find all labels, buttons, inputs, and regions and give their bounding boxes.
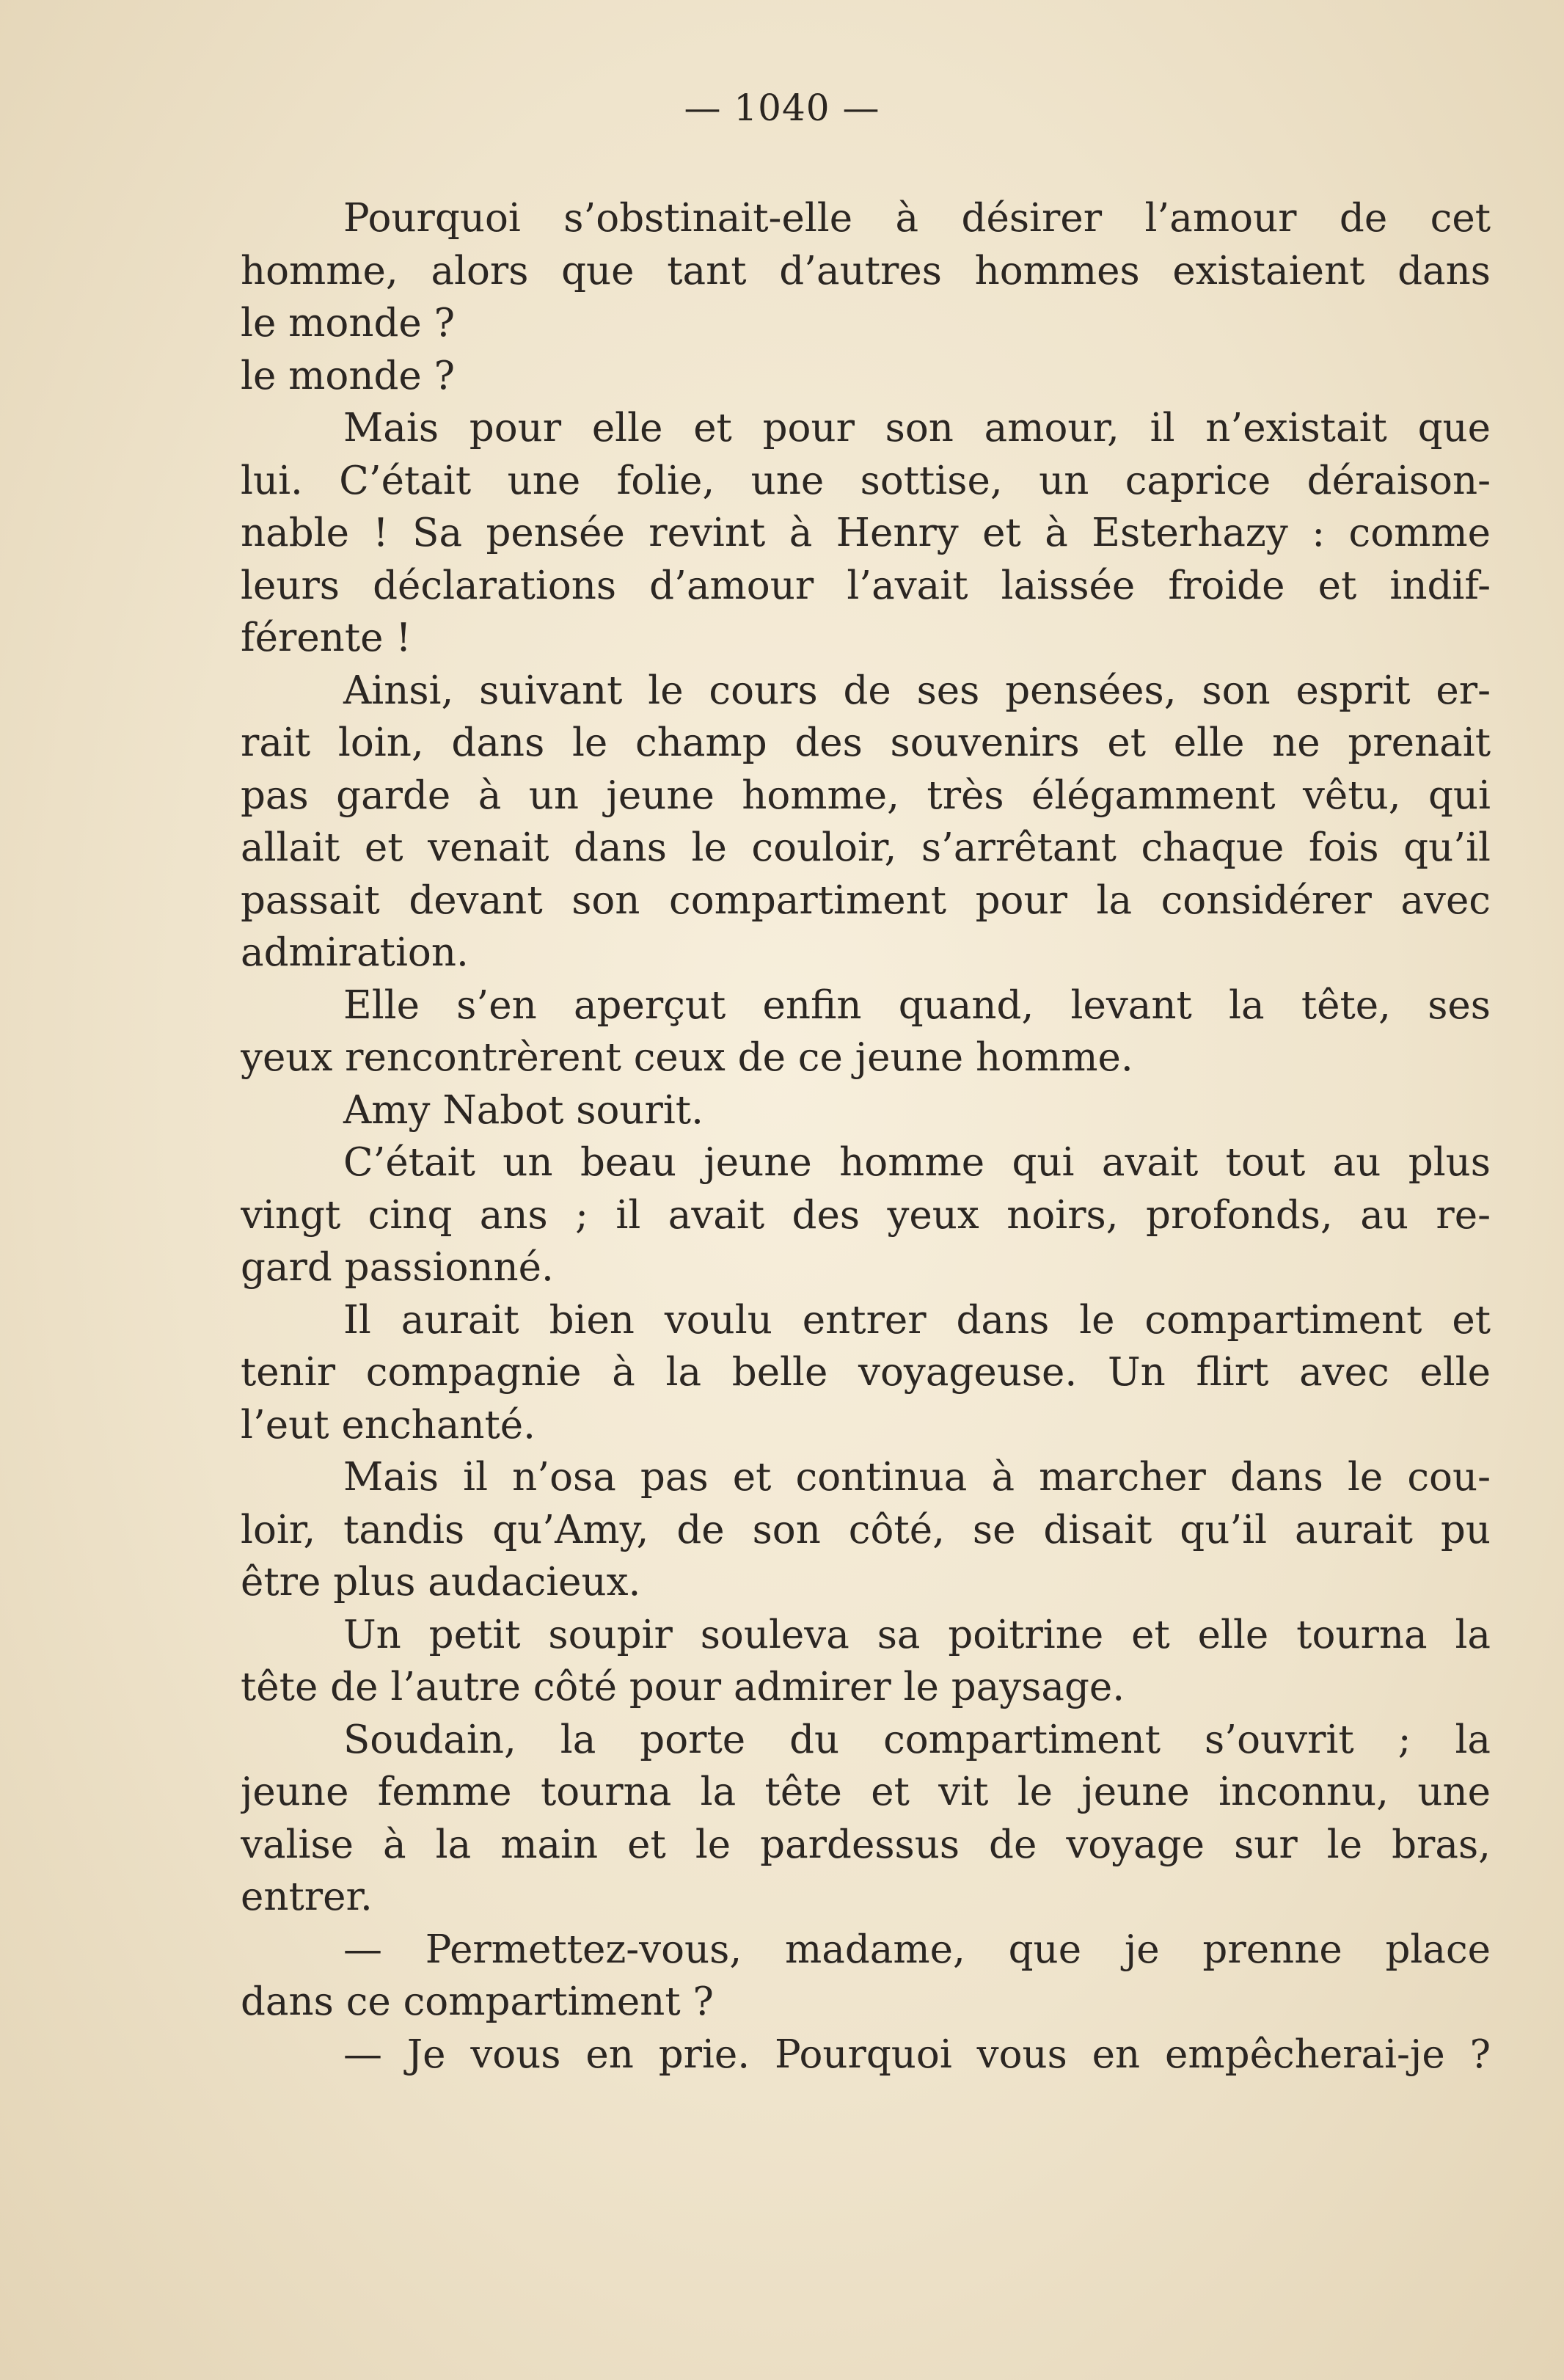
text-line: férente ! <box>241 616 412 660</box>
text-line: Soudain, la porte du compartiment s’ouvrit ; la <box>343 1717 1491 1762</box>
text-line: tenir compagnie à la belle voyageuse. Un flirt avec elle <box>241 1350 1491 1395</box>
text-line: entrer. <box>241 1875 373 1919</box>
text-line: Amy Nabot sourit. <box>343 1087 704 1133</box>
text-line: valise à la main et le pardessus de voyage sur le bras, <box>241 1822 1491 1867</box>
text-line: être plus audacieux. <box>241 1560 641 1605</box>
text-line: allait et venait dans le couloir, s’arrêtant chaque fois qu’il <box>241 825 1491 870</box>
text-line: lui. C’était une folie, une sottise, un caprice déraison- <box>241 458 1491 503</box>
text-line: jeune femme tourna la tête et vit le jeune inconnu, une <box>241 1770 1491 1814</box>
text-line: rait loin, dans le champ des souvenirs et elle ne prenait <box>241 720 1491 765</box>
text-line: gard passionné. <box>241 1245 554 1290</box>
text-line: nable ! Sa pensée revint à Henry et à Esterhazy : comme <box>241 511 1491 555</box>
text-line: homme, alors que tant d’autres hommes existaient dans <box>241 248 1491 293</box>
text-line: l’eut enchanté. <box>241 1402 536 1448</box>
page-number: — 1040 — <box>684 87 880 129</box>
text-line: tête de l’autre côté pour admirer le paysage. <box>241 1665 1125 1709</box>
text-line: yeux rencontrèrent ceux de ce jeune homme. <box>241 1035 1133 1080</box>
text-line: Un petit soupir souleva sa poitrine et elle tourna la <box>343 1612 1491 1657</box>
text-line: Il aurait bien voulu entrer dans le compartiment et <box>343 1297 1491 1343</box>
text-line: Mais il n’osa pas et continua à marcher dans le cou- <box>343 1455 1491 1500</box>
text-line: admiration. <box>241 930 469 975</box>
text-line: vingt cinq ans ; il avait des yeux noirs, profonds, au re- <box>241 1192 1491 1238</box>
text-line: loir, tandis qu’Amy, de son côté, se disait qu’il aurait pu <box>241 1507 1491 1552</box>
text-line: Pourquoi s’obstinait-elle à désirer l’amour de cet <box>343 196 1491 241</box>
text-line: Ainsi, suivant le cours de ses pensées, son esprit er- <box>343 668 1491 713</box>
text-line: le monde ? <box>241 301 456 346</box>
text-line: le monde ? <box>241 353 456 398</box>
text-line: C’était un beau jeune homme qui avait tout au plus <box>343 1140 1491 1185</box>
body-text <box>241 192 1491 2081</box>
text-line: — Je vous en prie. Pourquoi vous en empêcherai-je ? <box>343 2032 1491 2077</box>
text-line: Elle s’en aperçut enfin quand, levant la tête, ses <box>343 982 1491 1028</box>
text-line: leurs déclarations d’amour l’avait laissée froide et indif- <box>241 563 1491 608</box>
text-line: dans ce compartiment ? <box>241 1979 714 2024</box>
text-line: — Permettez-vous, madame, que je prenne place <box>343 1927 1491 1972</box>
text-line: Mais pour elle et pour son amour, il n’existait que <box>343 406 1491 450</box>
text-line: passait devant son compartiment pour la considérer avec <box>241 877 1491 923</box>
text-line: pas garde à un jeune homme, très élégamment vêtu, qui <box>241 773 1491 818</box>
